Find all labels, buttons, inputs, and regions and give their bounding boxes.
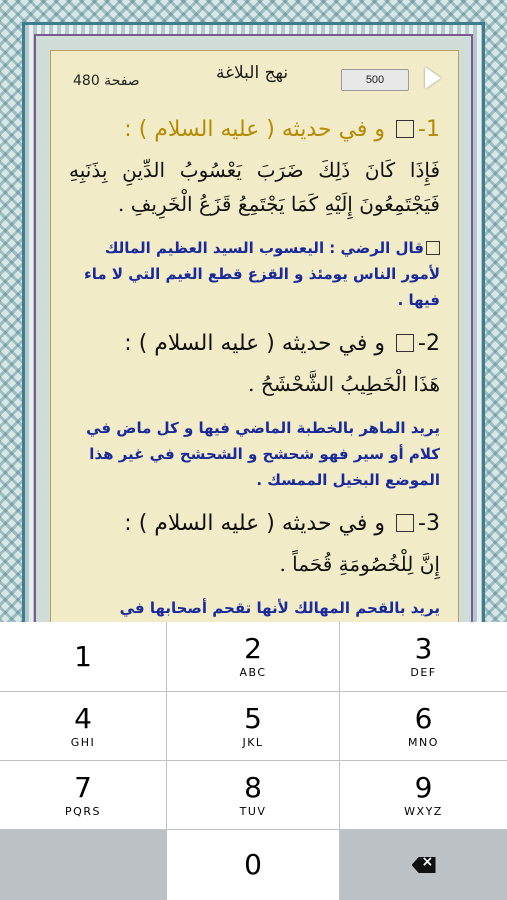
hadith-commentary: يريد الماهر بالخطبة الماضي فيها و كل ماض في كلام أو سير فهو شحشح و الشحشح في غير هذا الموضع البخيل الممسك . <box>86 419 440 489</box>
hadith-heading <box>69 113 440 147</box>
hadith-heading <box>69 327 440 361</box>
hadith-intro: و في حديثه ( عليه السلام ) : <box>124 117 386 142</box>
key-8[interactable]: 8 TUV <box>167 761 339 829</box>
hadith-text: إِنَّ لِلْخُصُومَةِ قُحَماً . <box>279 552 440 576</box>
checkbox-icon <box>396 120 414 138</box>
hadith-entry <box>51 327 458 493</box>
key-6[interactable]: 6 MNO <box>340 692 507 760</box>
hadith-number: 3- <box>418 511 440 536</box>
page-number-label: صفحة 480 <box>73 73 140 89</box>
hadith-commentary <box>69 235 440 313</box>
page-paper[interactable] <box>50 50 459 624</box>
hadith-number: 1- <box>418 117 440 142</box>
key-7[interactable]: 7 PQRS <box>0 761 166 829</box>
hadith-intro: و في حديثه ( عليه السلام ) : <box>124 331 386 356</box>
key-3[interactable]: 3 DEF <box>340 622 507 691</box>
hadith-entry <box>51 113 458 313</box>
hadith-text: هَذَا الْخَطِيبُ الشَّحْشَحُ . <box>248 372 440 396</box>
hadith-number: 2- <box>418 331 440 356</box>
checkbox-icon <box>396 334 414 352</box>
page-header <box>51 51 458 109</box>
delete-button[interactable] <box>340 830 507 900</box>
hadith-commentary: يريد بالقحم المهالك لأنها تقحم أصحابها في <box>119 599 440 617</box>
key-2[interactable]: 2 ABC <box>167 622 339 691</box>
numeric-keypad <box>0 622 507 900</box>
checkbox-icon <box>396 514 414 532</box>
commentary-text: قال الرضي : اليعسوب السيد العظيم المالك لأمور الناس يومئذ و القزع قطع الغيم التي لا ماء فيها . <box>84 239 440 309</box>
key-1[interactable]: 1 <box>0 622 166 691</box>
key-0[interactable]: 0 <box>167 830 339 900</box>
hadith-text: فَإِذَا كَانَ ذَلِكَ ضَرَبَ يَعْسُوبُ الدِّينِ بِذَنَبِهِ فَيَجْتَمِعُونَ إِلَيْهِ كَمَا يَجْتَمِعُ قَزَعُ الْخَرِيفِ . <box>69 158 440 216</box>
go-play-icon[interactable] <box>425 67 441 89</box>
checkbox-icon <box>426 241 440 255</box>
page-content <box>51 113 458 624</box>
book-title: نهج البلاغة <box>216 63 289 83</box>
hadith-intro: و في حديثه ( عليه السلام ) : <box>124 511 386 536</box>
key-blank <box>0 830 166 900</box>
hadith-heading <box>69 507 440 541</box>
key-9[interactable]: 9 WXYZ <box>340 761 507 829</box>
hadith-entry <box>51 507 458 624</box>
key-4[interactable]: 4 GHI <box>0 692 166 760</box>
backspace-icon <box>412 857 436 873</box>
key-5[interactable]: 5 JKL <box>167 692 339 760</box>
page-number-input[interactable] <box>341 69 409 91</box>
